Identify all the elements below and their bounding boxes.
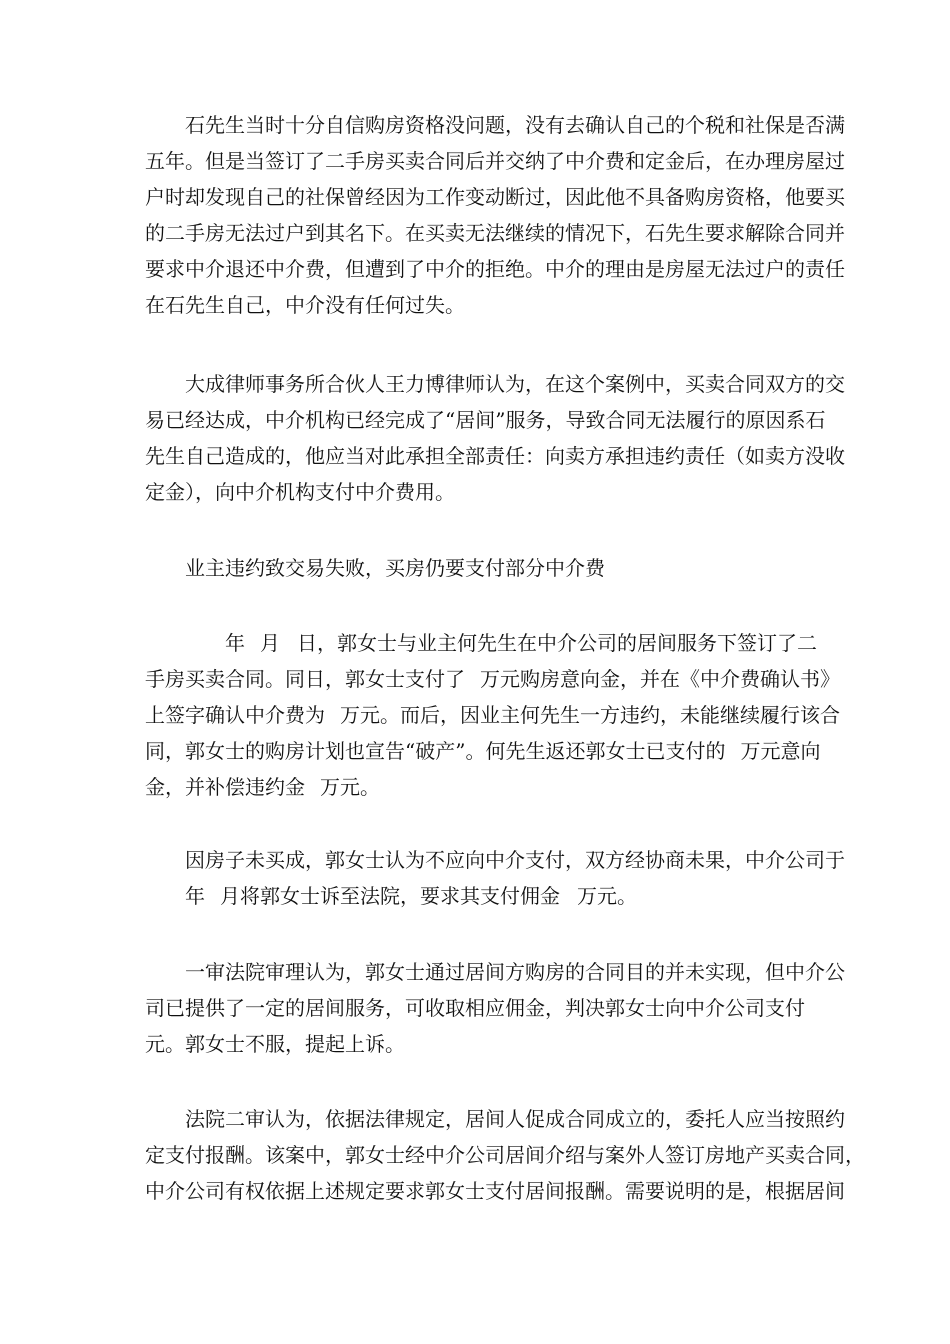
text-span: 万元。 [577,884,637,908]
section-heading [145,550,605,586]
text-line [145,878,845,914]
text-line: 定金），向中介机构支付中介费用。 [145,480,455,504]
text-line: 户时却发现自己的社保曾经因为工作变动断过，因此他不具备购房资格，他要买 [145,185,845,209]
text-span: 金，并补偿违约金 [145,775,305,799]
text-line [145,769,840,805]
paragraph-lawyer-opinion [145,366,845,510]
text-line [145,733,840,769]
text-line [145,697,840,733]
text-line: 五年。但是当签订了二手房买卖合同后并交纳了中介费和定金后，在办理房屋过 [145,149,845,173]
text-span: 月将郭女士诉至法院，要求其支付佣金 [220,884,560,908]
text-line: 先生自己造成的，他应当对此承担全部责任：向卖方承担违约责任（如卖方没收 [145,444,845,468]
text-span: 日，郭女士与业主何先生在中介公司的居间服务下签订了二 [297,631,817,655]
paragraph-second-instance [145,1101,865,1209]
text-line: 定支付报酬。该案中，郭女士经中介公司居间介绍与案外人签订房地产买卖合同， [145,1143,865,1167]
text-span: 年 [185,884,205,908]
paragraph-first-instance [145,954,845,1062]
text-line [145,625,840,661]
text-line: 易已经达成，中介机构已经完成了“居间”服务，导致合同无法履行的原因系石 [145,408,826,432]
heading-text: 业主违约致交易失败，买房仍要支付部分中介费 [185,556,605,580]
text-line: 的二手房无法过户到其名下。在买卖无法继续的情况下，石先生要求解除合同并 [145,221,845,245]
text-span: 年 [225,631,245,655]
text-span: 万元。 [320,775,380,799]
paragraph-guo-case [145,625,840,805]
paragraph-shi-case [145,107,845,323]
text-line: 中介公司有权依据上述规定要求郭女士支付居间报酬。需要说明的是，根据居间 [145,1179,845,1203]
paragraph-lawsuit [145,842,845,914]
text-span: 万元购房意向金，并在《中介费确认书》 [480,667,840,691]
text-span: 手房买卖合同。同日，郭女士支付了 [145,667,465,691]
text-line: 在石先生自己，中介没有任何过失。 [145,293,465,317]
text-line: 司已提供了一定的居间服务，可收取相应佣金，判决郭女士向中介公司支付 [145,996,805,1020]
text-line: 大成律师事务所合伙人王力博律师认为，在这个案例中，买卖合同双方的交 [185,372,845,396]
text-span: 月 [260,631,280,655]
text-span: 万元。而后，因业主何先生一方违约，未能继续履行该合 [340,703,840,727]
text-line [145,661,840,697]
text-span: 同，郭女士的购房计划也宣告“破产”。何先生返还郭女士已支付的 [145,739,726,763]
text-line: 要求中介退还中介费，但遭到了中介的拒绝。中介的理由是房屋无法过户的责任 [145,257,845,281]
text-span: 万元意向 [740,739,821,763]
text-line: 一审法院审理认为，郭女士通过居间方购房的合同目的并未实现，但中介公 [185,960,845,984]
text-span: 上签字确认中介费为 [145,703,325,727]
text-line: 法院二审认为，依据法律规定，居间人促成合同成立的，委托人应当按照约 [185,1107,845,1131]
text-line: 元。郭女士不服，提起上诉。 [145,1032,405,1056]
text-line: 因房子未买成，郭女士认为不应向中介支付，双方经协商未果，中介公司于 [185,848,845,872]
text-line: 石先生当时十分自信购房资格没问题，没有去确认自己的个税和社保是否满 [185,113,845,137]
